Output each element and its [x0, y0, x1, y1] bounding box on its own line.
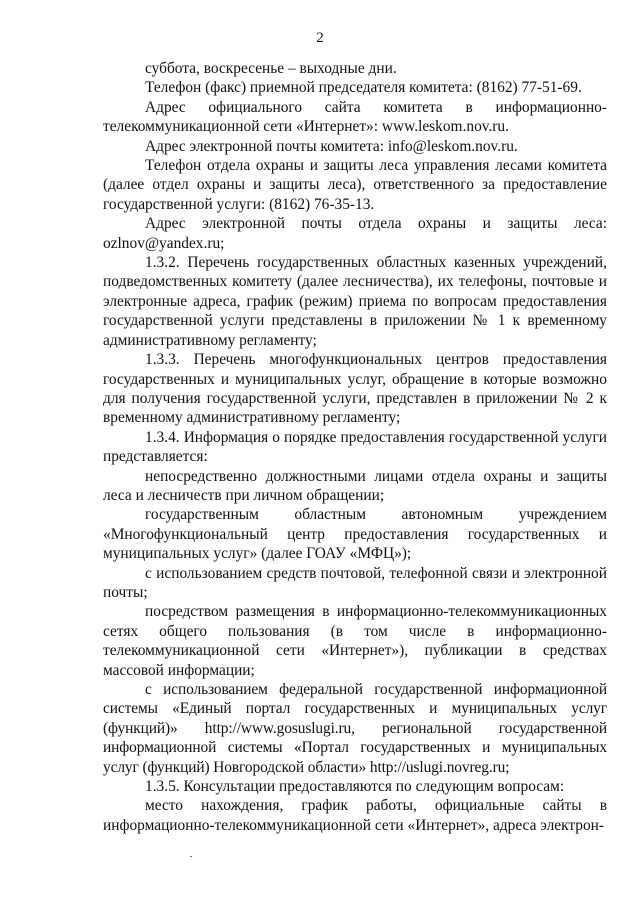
paragraph: Адрес официального сайта комитета в информационно-телекоммуникационной сети «Интернет»: www.leskom.nov.ru.: [103, 98, 607, 136]
paragraph: непосредственно должностными лицами отдела охраны и защиты леса и лесничеств при личном обращении;: [103, 467, 607, 504]
document-body: [103, 59, 607, 835]
paragraph: Телефон (факс) приемной председателя комитета: (8162) 77-51-69.: [145, 79, 582, 97]
paragraph: с использованием средств почтовой, телефонной связи и электронной почты;: [103, 564, 607, 601]
paragraph: 1.3.2. Перечень государственных областных казенных учреждений, подведомственных комитету (далее лесничества), их телефоны, почтовые и электронные адреса, график (режим) приема по вопросам предоставления государственной услуги представлены в приложении № 1 к временному административному регламенту;: [103, 254, 607, 349]
paragraph: 1.3.3. Перечень многофункциональных центров предоставления государственных и муниципальных услуг, обращение в которые возможно для получения государственной услуги, представлен в приложении № 2 к временному административному регламенту;: [103, 351, 607, 427]
paragraph: Адрес электронной почты комитета: info@leskom.nov.ru.: [145, 137, 518, 155]
paragraph: 1.3.5. Консультации предоставляются по следующим вопросам:: [145, 778, 565, 796]
scan-mark: [190, 856, 192, 857]
paragraph: Телефон отдела охраны и защиты леса управления лесами комитета (далее отдел охраны и защиты леса), ответственного за предоставление государственной услуги: (8162) 76-35-13.: [103, 157, 607, 213]
paragraph: 1.3.4. Информация о порядке предоставления государственной услуги представляется:: [103, 428, 607, 466]
paragraph: с использованием федеральной государственной информационной системы «Единый портал государственных и муниципальных услуг (функций)» http://www.gosuslugi.ru, региональной государственной информационной системы «Портал государственных и муниципальных услуг (функций) Новгородской области» http://uslugi.novreg.ru;: [103, 681, 607, 776]
paragraph: суббота, воскресенье – выходные дни.: [145, 60, 397, 77]
page-number: 2: [316, 30, 324, 46]
paragraph: государственным областным автономным учреждением «Многофункциональный центр предоставления государственных и муниципальных услуг» (далее ГОАУ «МФЦ»);: [103, 506, 607, 563]
paragraph: место нахождения, график работы, официальные сайты в информационно-телекоммуникационной сети «Интернет», адреса электрон-: [103, 797, 607, 834]
paragraph: посредством размещения в информационно-телекоммуникационных сетях общего пользования (в том числе в информационно-телекоммуникационной сети «Интернет»), публикации в средствах массовой информации;: [103, 603, 607, 679]
paragraph: Адрес электронной почты отдела охраны и защиты леса: ozlnov@yandex.ru;: [103, 215, 607, 252]
